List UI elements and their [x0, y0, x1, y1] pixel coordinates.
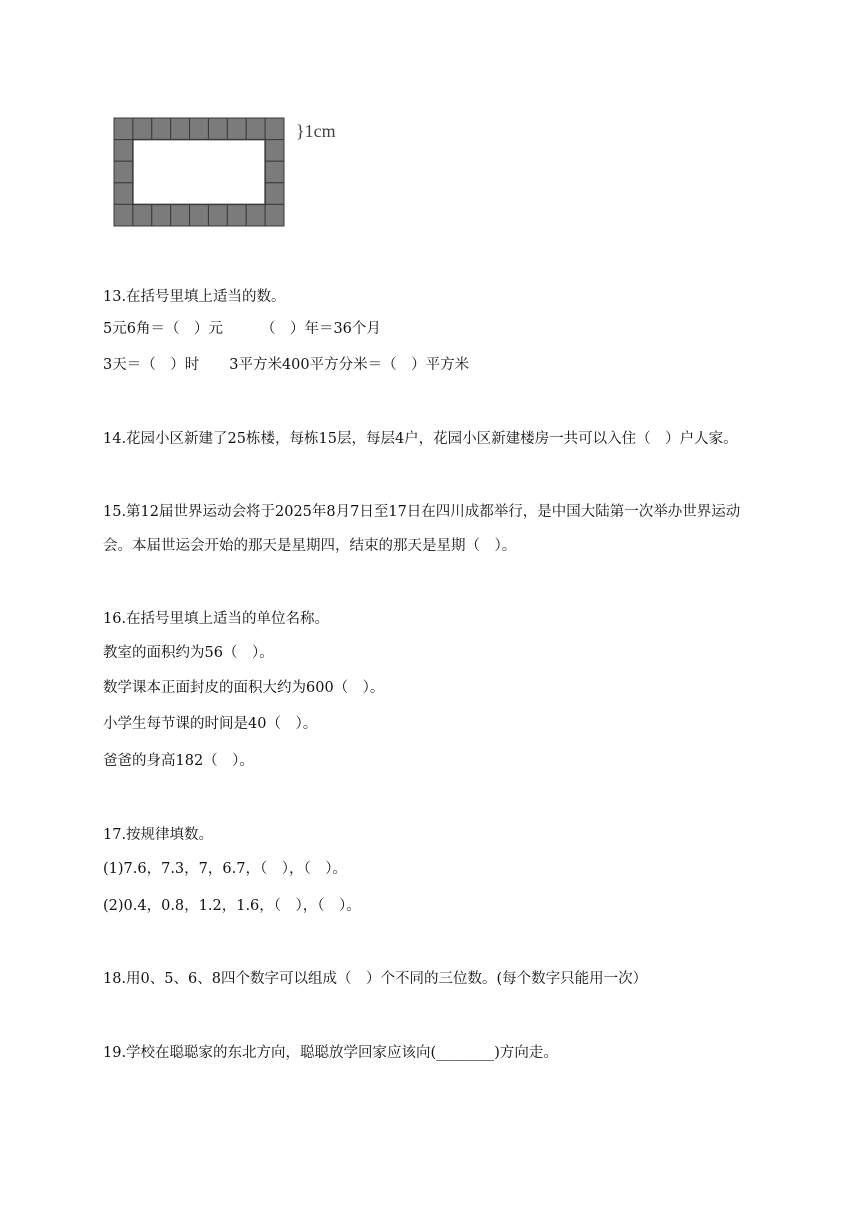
tile-square — [152, 204, 171, 226]
q13-row2 — [103, 354, 828, 376]
tile-square — [246, 204, 265, 226]
q19-text: 19.学校在聪聪家的东北方向，聪聪放学回家应该向(________)方向走。 — [103, 1045, 558, 1061]
q13-item-area: 3平方米400平方分米＝（ ）平方米 — [229, 357, 470, 373]
tile-square — [171, 118, 190, 140]
tile-square — [114, 204, 133, 226]
tile-square — [133, 204, 152, 226]
tile-square — [133, 118, 152, 140]
tile-square — [114, 140, 133, 162]
tile-square — [152, 118, 171, 140]
q15-line2: 会。本届世运会开始的那天是星期四，结束的那天是星期（ ）。 — [103, 538, 517, 554]
unit-label: }1cm — [296, 121, 336, 141]
inner-empty-region — [133, 140, 265, 205]
tile-square — [208, 204, 227, 226]
tile-square — [265, 183, 284, 205]
tile-square — [265, 140, 284, 162]
q13-item-year: （ ）年＝36个月 — [260, 321, 381, 337]
tile-square — [265, 161, 284, 183]
q16-item: 教室的面积约为56（ ）。 — [103, 645, 274, 661]
tile-square — [114, 183, 133, 205]
q16-item: 数学课本正面封皮的面积大约为600（ ）。 — [103, 680, 385, 696]
q14-text: 14.花园小区新建了25栋楼，每栋15层，每层4户，花园小区新建楼房一共可以入住（ ）户人家。 — [103, 431, 738, 447]
tile-square — [171, 204, 190, 226]
tile-square — [114, 161, 133, 183]
q17-item: (1)7.6，7.3，7，6.7，（ ），（ ）。 — [103, 861, 347, 877]
q13-row1 — [103, 318, 828, 340]
q13-title: 13.在括号里填上适当的数。 — [103, 289, 286, 305]
q13-item-day: 3天＝（ ）时 — [103, 357, 200, 373]
tile-square — [265, 204, 284, 226]
q17-item: (2)0.4，0.8，1.2，1.6，（ ），（ ）。 — [103, 898, 361, 914]
tile-square — [227, 204, 246, 226]
q16-title: 16.在括号里填上适当的单位名称。 — [103, 611, 330, 627]
q15-line1: 15.第12届世界运动会将于2025年8月7日至17日在四川成都举行，是中国大陆第一次举办世界运动 — [103, 504, 741, 520]
tile-square — [190, 118, 209, 140]
tile-square — [190, 204, 209, 226]
tile-square — [114, 118, 133, 140]
q16-item: 爸爸的身高182（ ）。 — [103, 753, 254, 769]
tile-square — [246, 118, 265, 140]
q13-item-yuan: 5元6角＝（ ）元 — [103, 321, 223, 337]
q18-text: 18.用0、5、6、8四个数字可以组成（ ）个不同的三位数。(每个数字只能用一次） — [103, 971, 648, 987]
tile-square — [208, 118, 227, 140]
tile-square — [227, 118, 246, 140]
tile-square — [265, 118, 284, 140]
q17-title: 17.按规律填数。 — [103, 827, 214, 843]
q16-item: 小学生每节课的时间是40（ ）。 — [103, 716, 318, 732]
